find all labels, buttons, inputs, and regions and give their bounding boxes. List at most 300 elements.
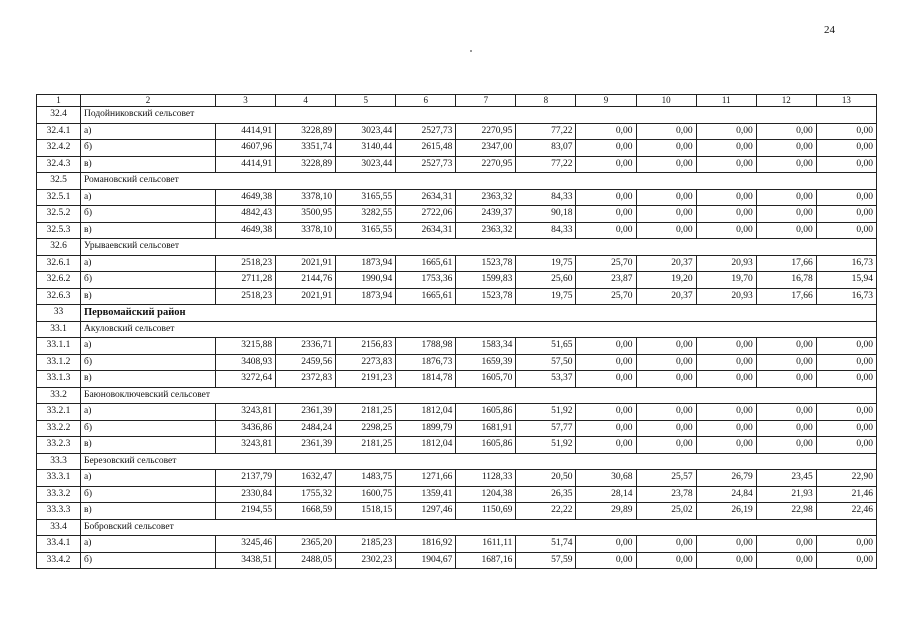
value-cell: 0,00 xyxy=(756,222,816,239)
value-cell: 57,59 xyxy=(516,552,576,569)
value-cell: 20,37 xyxy=(636,288,696,305)
value-cell: 15,94 xyxy=(816,272,876,289)
value-cell: 25,70 xyxy=(576,288,636,305)
value-cell: 0,00 xyxy=(576,338,636,355)
header-cell: 4 xyxy=(276,95,336,107)
value-cell: 90,18 xyxy=(516,206,576,223)
value-cell: 0,00 xyxy=(636,552,696,569)
section-code: 32.6 xyxy=(37,239,81,256)
row-label: б) xyxy=(81,206,216,223)
value-cell: 3500,95 xyxy=(276,206,336,223)
row-code: 32.5.2 xyxy=(37,206,81,223)
row-label: в) xyxy=(81,371,216,388)
value-cell: 2144,76 xyxy=(276,272,336,289)
header-cell: 1 xyxy=(37,95,81,107)
value-cell: 0,00 xyxy=(816,206,876,223)
row-label: а) xyxy=(81,255,216,272)
value-cell: 3228,89 xyxy=(276,123,336,140)
table-row xyxy=(37,288,877,305)
value-cell: 24,84 xyxy=(696,486,756,503)
value-cell: 2021,91 xyxy=(276,255,336,272)
value-cell: 2185,23 xyxy=(336,536,396,553)
value-cell: 83,07 xyxy=(516,140,576,157)
district-name: Первомайский район xyxy=(81,305,877,322)
table-row xyxy=(37,156,877,173)
value-cell: 1605,70 xyxy=(456,371,516,388)
row-code: 33.1.3 xyxy=(37,371,81,388)
row-code: 33.1.2 xyxy=(37,354,81,371)
value-cell: 84,33 xyxy=(516,222,576,239)
value-cell: 0,00 xyxy=(576,189,636,206)
value-cell: 0,00 xyxy=(576,404,636,421)
value-cell: 0,00 xyxy=(636,123,696,140)
section-code: 33.3 xyxy=(37,453,81,470)
value-cell: 0,00 xyxy=(576,536,636,553)
value-cell: 1599,83 xyxy=(456,272,516,289)
value-cell: 0,00 xyxy=(756,189,816,206)
value-cell: 0,00 xyxy=(696,437,756,454)
value-cell: 1665,61 xyxy=(396,255,456,272)
value-cell: 1611,11 xyxy=(456,536,516,553)
value-cell: 2361,39 xyxy=(276,437,336,454)
row-label: б) xyxy=(81,272,216,289)
value-cell: 20,93 xyxy=(696,255,756,272)
section-row xyxy=(37,519,877,536)
section-code: 32.4 xyxy=(37,107,81,124)
value-cell: 0,00 xyxy=(816,140,876,157)
value-cell: 0,00 xyxy=(756,552,816,569)
value-cell: 16,73 xyxy=(816,255,876,272)
value-cell: 28,14 xyxy=(576,486,636,503)
value-cell: 3408,93 xyxy=(216,354,276,371)
page-number: 24 xyxy=(824,24,835,36)
value-cell: 22,90 xyxy=(816,470,876,487)
value-cell: 0,00 xyxy=(696,140,756,157)
value-cell: 0,00 xyxy=(816,552,876,569)
row-code: 32.6.2 xyxy=(37,272,81,289)
value-cell: 3243,81 xyxy=(216,404,276,421)
value-cell: 0,00 xyxy=(816,222,876,239)
value-cell: 1518,15 xyxy=(336,503,396,520)
value-cell: 2361,39 xyxy=(276,404,336,421)
value-cell: 2527,73 xyxy=(396,156,456,173)
value-cell: 2270,95 xyxy=(456,156,516,173)
value-cell: 0,00 xyxy=(636,404,696,421)
value-cell: 23,78 xyxy=(636,486,696,503)
row-label: в) xyxy=(81,288,216,305)
value-cell: 1814,78 xyxy=(396,371,456,388)
value-cell: 0,00 xyxy=(576,156,636,173)
value-cell: 21,93 xyxy=(756,486,816,503)
value-cell: 26,19 xyxy=(696,503,756,520)
value-cell: 4607,96 xyxy=(216,140,276,157)
header-cell: 5 xyxy=(336,95,396,107)
row-label: а) xyxy=(81,404,216,421)
value-cell: 2518,23 xyxy=(216,255,276,272)
value-cell: 0,00 xyxy=(816,371,876,388)
value-cell: 0,00 xyxy=(816,338,876,355)
header-cell: 11 xyxy=(696,95,756,107)
value-cell: 3272,64 xyxy=(216,371,276,388)
row-code: 33.3.3 xyxy=(37,503,81,520)
value-cell: 0,00 xyxy=(816,437,876,454)
table-row xyxy=(37,420,877,437)
row-code: 32.6.3 xyxy=(37,288,81,305)
value-cell: 2347,00 xyxy=(456,140,516,157)
value-cell: 0,00 xyxy=(636,420,696,437)
table-row xyxy=(37,272,877,289)
row-label: в) xyxy=(81,437,216,454)
value-cell: 22,98 xyxy=(756,503,816,520)
value-cell: 0,00 xyxy=(636,437,696,454)
row-label: б) xyxy=(81,420,216,437)
table-row xyxy=(37,189,877,206)
value-cell: 1600,75 xyxy=(336,486,396,503)
section-name: Романовский сельсовет xyxy=(81,173,877,190)
header-cell: 2 xyxy=(81,95,216,107)
value-cell: 51,92 xyxy=(516,404,576,421)
value-cell: 3436,86 xyxy=(216,420,276,437)
value-cell: 1297,46 xyxy=(396,503,456,520)
value-cell: 1128,33 xyxy=(456,470,516,487)
value-cell: 2484,24 xyxy=(276,420,336,437)
value-cell: 2365,20 xyxy=(276,536,336,553)
value-cell: 1665,61 xyxy=(396,288,456,305)
value-cell: 3378,10 xyxy=(276,222,336,239)
value-cell: 17,66 xyxy=(756,288,816,305)
value-cell: 1668,59 xyxy=(276,503,336,520)
value-cell: 0,00 xyxy=(696,552,756,569)
value-cell: 1523,78 xyxy=(456,255,516,272)
value-cell: 1483,75 xyxy=(336,470,396,487)
table-row xyxy=(37,255,877,272)
value-cell: 19,20 xyxy=(636,272,696,289)
scan-speck xyxy=(470,50,472,52)
value-cell: 2181,25 xyxy=(336,404,396,421)
value-cell: 2137,79 xyxy=(216,470,276,487)
value-cell: 1150,69 xyxy=(456,503,516,520)
value-cell: 0,00 xyxy=(756,437,816,454)
table-row xyxy=(37,536,877,553)
value-cell: 1873,94 xyxy=(336,255,396,272)
section-name: Березовский сельсовет xyxy=(81,453,877,470)
value-cell: 0,00 xyxy=(636,140,696,157)
value-cell: 20,93 xyxy=(696,288,756,305)
value-cell: 77,22 xyxy=(516,123,576,140)
section-row xyxy=(37,321,877,338)
value-cell: 2021,91 xyxy=(276,288,336,305)
value-cell: 2634,31 xyxy=(396,222,456,239)
value-cell: 0,00 xyxy=(576,222,636,239)
value-cell: 26,79 xyxy=(696,470,756,487)
value-cell: 0,00 xyxy=(636,156,696,173)
section-row xyxy=(37,239,877,256)
header-cell: 13 xyxy=(816,95,876,107)
row-code: 33.2.2 xyxy=(37,420,81,437)
value-cell: 1788,98 xyxy=(396,338,456,355)
value-cell: 0,00 xyxy=(576,371,636,388)
value-cell: 0,00 xyxy=(756,404,816,421)
value-cell: 0,00 xyxy=(636,354,696,371)
value-cell: 30,68 xyxy=(576,470,636,487)
value-cell: 4842,43 xyxy=(216,206,276,223)
table-row xyxy=(37,503,877,520)
value-cell: 0,00 xyxy=(696,206,756,223)
row-code: 32.4.2 xyxy=(37,140,81,157)
value-cell: 2527,73 xyxy=(396,123,456,140)
value-cell: 3215,88 xyxy=(216,338,276,355)
row-code: 33.3.2 xyxy=(37,486,81,503)
header-cell: 7 xyxy=(456,95,516,107)
value-cell: 53,37 xyxy=(516,371,576,388)
value-cell: 0,00 xyxy=(756,354,816,371)
value-cell: 4649,38 xyxy=(216,222,276,239)
value-cell: 0,00 xyxy=(636,189,696,206)
value-cell: 25,57 xyxy=(636,470,696,487)
row-label: а) xyxy=(81,189,216,206)
value-cell: 1755,32 xyxy=(276,486,336,503)
value-cell: 0,00 xyxy=(636,371,696,388)
value-cell: 2298,25 xyxy=(336,420,396,437)
table-row xyxy=(37,470,877,487)
value-cell: 0,00 xyxy=(576,354,636,371)
value-cell: 2372,83 xyxy=(276,371,336,388)
value-cell: 1523,78 xyxy=(456,288,516,305)
table-row xyxy=(37,206,877,223)
table-row xyxy=(37,437,877,454)
value-cell: 0,00 xyxy=(816,354,876,371)
value-cell: 2330,84 xyxy=(216,486,276,503)
value-cell: 51,92 xyxy=(516,437,576,454)
value-cell: 2711,28 xyxy=(216,272,276,289)
value-cell: 20,50 xyxy=(516,470,576,487)
section-code: 33.1 xyxy=(37,321,81,338)
value-cell: 3165,55 xyxy=(336,222,396,239)
table-header-row xyxy=(37,95,877,107)
value-cell: 0,00 xyxy=(696,338,756,355)
table-row xyxy=(37,222,877,239)
value-cell: 1359,41 xyxy=(396,486,456,503)
value-cell: 51,65 xyxy=(516,338,576,355)
value-cell: 57,77 xyxy=(516,420,576,437)
district-row xyxy=(37,305,877,322)
value-cell: 1812,04 xyxy=(396,437,456,454)
value-cell: 20,37 xyxy=(636,255,696,272)
district-code: 33 xyxy=(37,305,81,322)
value-cell: 1271,66 xyxy=(396,470,456,487)
value-cell: 3140,44 xyxy=(336,140,396,157)
value-cell: 3228,89 xyxy=(276,156,336,173)
value-cell: 0,00 xyxy=(756,140,816,157)
row-label: в) xyxy=(81,222,216,239)
value-cell: 0,00 xyxy=(576,552,636,569)
value-cell: 4414,91 xyxy=(216,123,276,140)
table-row xyxy=(37,354,877,371)
value-cell: 51,74 xyxy=(516,536,576,553)
value-cell: 0,00 xyxy=(576,437,636,454)
value-cell: 1873,94 xyxy=(336,288,396,305)
value-cell: 16,73 xyxy=(816,288,876,305)
value-cell: 0,00 xyxy=(756,420,816,437)
row-code: 32.5.1 xyxy=(37,189,81,206)
value-cell: 2722,06 xyxy=(396,206,456,223)
value-cell: 25,70 xyxy=(576,255,636,272)
value-cell: 19,75 xyxy=(516,255,576,272)
table-row xyxy=(37,404,877,421)
section-code: 33.4 xyxy=(37,519,81,536)
value-cell: 0,00 xyxy=(756,338,816,355)
section-name: Подойниковский сельсовет xyxy=(81,107,877,124)
value-cell: 3378,10 xyxy=(276,189,336,206)
header-cell: 8 xyxy=(516,95,576,107)
value-cell: 2336,71 xyxy=(276,338,336,355)
value-cell: 2270,95 xyxy=(456,123,516,140)
header-cell: 12 xyxy=(756,95,816,107)
value-cell: 25,02 xyxy=(636,503,696,520)
value-cell: 2459,56 xyxy=(276,354,336,371)
value-cell: 0,00 xyxy=(816,420,876,437)
value-cell: 0,00 xyxy=(636,536,696,553)
value-cell: 1204,38 xyxy=(456,486,516,503)
value-cell: 1659,39 xyxy=(456,354,516,371)
value-cell: 1632,47 xyxy=(276,470,336,487)
value-cell: 3023,44 xyxy=(336,123,396,140)
value-cell: 1812,04 xyxy=(396,404,456,421)
value-cell: 4414,91 xyxy=(216,156,276,173)
value-cell: 0,00 xyxy=(636,222,696,239)
value-cell: 1990,94 xyxy=(336,272,396,289)
value-cell: 2181,25 xyxy=(336,437,396,454)
row-label: в) xyxy=(81,503,216,520)
value-cell: 2302,23 xyxy=(336,552,396,569)
value-cell: 0,00 xyxy=(576,123,636,140)
value-cell: 0,00 xyxy=(816,156,876,173)
tariff-table xyxy=(36,94,877,569)
row-label: а) xyxy=(81,536,216,553)
value-cell: 26,35 xyxy=(516,486,576,503)
row-label: б) xyxy=(81,552,216,569)
value-cell: 1899,79 xyxy=(396,420,456,437)
value-cell: 22,46 xyxy=(816,503,876,520)
row-code: 32.4.3 xyxy=(37,156,81,173)
value-cell: 1605,86 xyxy=(456,437,516,454)
value-cell: 0,00 xyxy=(756,156,816,173)
row-label: а) xyxy=(81,470,216,487)
value-cell: 2363,32 xyxy=(456,189,516,206)
section-code: 33.2 xyxy=(37,387,81,404)
value-cell: 16,78 xyxy=(756,272,816,289)
value-cell: 0,00 xyxy=(696,156,756,173)
value-cell: 2518,23 xyxy=(216,288,276,305)
value-cell: 0,00 xyxy=(816,123,876,140)
table-row xyxy=(37,338,877,355)
value-cell: 3351,74 xyxy=(276,140,336,157)
value-cell: 1687,16 xyxy=(456,552,516,569)
row-code: 32.6.1 xyxy=(37,255,81,272)
value-cell: 3165,55 xyxy=(336,189,396,206)
value-cell: 1583,34 xyxy=(456,338,516,355)
value-cell: 3243,81 xyxy=(216,437,276,454)
table-row xyxy=(37,140,877,157)
row-code: 32.4.1 xyxy=(37,123,81,140)
value-cell: 19,70 xyxy=(696,272,756,289)
row-code: 33.1.1 xyxy=(37,338,81,355)
row-code: 33.2.1 xyxy=(37,404,81,421)
value-cell: 2156,83 xyxy=(336,338,396,355)
tariff-table-body xyxy=(37,95,877,569)
row-label: а) xyxy=(81,123,216,140)
value-cell: 0,00 xyxy=(756,371,816,388)
section-code: 32.5 xyxy=(37,173,81,190)
value-cell: 0,00 xyxy=(816,404,876,421)
row-code: 33.3.1 xyxy=(37,470,81,487)
row-code: 33.4.1 xyxy=(37,536,81,553)
value-cell: 0,00 xyxy=(696,189,756,206)
value-cell: 0,00 xyxy=(696,420,756,437)
value-cell: 1904,67 xyxy=(396,552,456,569)
value-cell: 3438,51 xyxy=(216,552,276,569)
header-cell: 3 xyxy=(216,95,276,107)
value-cell: 0,00 xyxy=(816,536,876,553)
value-cell: 0,00 xyxy=(576,420,636,437)
row-label: в) xyxy=(81,156,216,173)
value-cell: 2191,23 xyxy=(336,371,396,388)
table-row xyxy=(37,486,877,503)
value-cell: 17,66 xyxy=(756,255,816,272)
value-cell: 57,50 xyxy=(516,354,576,371)
value-cell: 22,22 xyxy=(516,503,576,520)
value-cell: 84,33 xyxy=(516,189,576,206)
value-cell: 23,87 xyxy=(576,272,636,289)
header-cell: 6 xyxy=(396,95,456,107)
section-row xyxy=(37,173,877,190)
header-cell: 10 xyxy=(636,95,696,107)
value-cell: 1753,36 xyxy=(396,272,456,289)
value-cell: 1605,86 xyxy=(456,404,516,421)
header-cell: 9 xyxy=(576,95,636,107)
row-label: б) xyxy=(81,354,216,371)
value-cell: 2273,83 xyxy=(336,354,396,371)
value-cell: 25,60 xyxy=(516,272,576,289)
section-row xyxy=(37,107,877,124)
value-cell: 29,89 xyxy=(576,503,636,520)
table-row xyxy=(37,123,877,140)
value-cell: 0,00 xyxy=(636,206,696,223)
value-cell: 77,22 xyxy=(516,156,576,173)
row-code: 33.2.3 xyxy=(37,437,81,454)
section-name: Урываевский сельсовет xyxy=(81,239,877,256)
row-label: б) xyxy=(81,140,216,157)
value-cell: 4649,38 xyxy=(216,189,276,206)
value-cell: 0,00 xyxy=(696,536,756,553)
value-cell: 0,00 xyxy=(696,371,756,388)
value-cell: 2634,31 xyxy=(396,189,456,206)
value-cell: 0,00 xyxy=(696,404,756,421)
value-cell: 0,00 xyxy=(696,123,756,140)
row-label: б) xyxy=(81,486,216,503)
value-cell: 0,00 xyxy=(696,354,756,371)
value-cell: 2194,55 xyxy=(216,503,276,520)
value-cell: 2615,48 xyxy=(396,140,456,157)
value-cell: 23,45 xyxy=(756,470,816,487)
value-cell: 0,00 xyxy=(756,206,816,223)
section-row xyxy=(37,453,877,470)
value-cell: 0,00 xyxy=(696,222,756,239)
value-cell: 0,00 xyxy=(636,338,696,355)
row-code: 33.4.2 xyxy=(37,552,81,569)
value-cell: 1876,73 xyxy=(396,354,456,371)
value-cell: 21,46 xyxy=(816,486,876,503)
